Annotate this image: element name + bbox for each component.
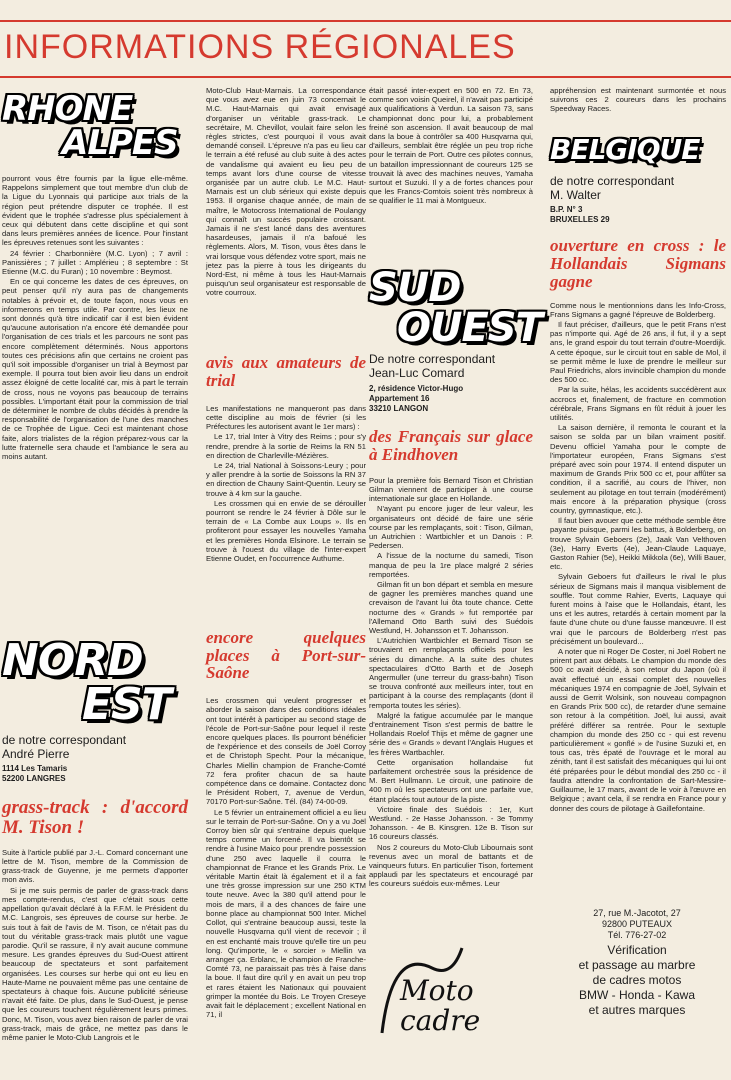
eindhoven-paragraph: A l'issue de la nocturne du samedi, Tison manqua de peu la 1re place malgré 2 séries remportées. [369,551,533,579]
ouest-logo-line: OUEST [397,305,542,351]
column-1 [2,86,188,1078]
trial-headline: avis aux amateurs de trial [206,353,366,390]
page-title: INFORMATIONS RÉGIONALES [4,28,516,66]
sud-logo-line: SUD [369,265,461,311]
belgique-logo: BELGIQUE [550,133,700,166]
sud-ouest-address-3: 33210 LANGON [369,404,429,413]
eindhoven-paragraph: Malgré la fatigue accumulée par le manque d'entrainement Tison s'est permis de battre le Hollandais Roelof Thijs et même de gagner une série des « Grands » devant l'Anglais Hugues et les frères Wartbachler. [369,710,533,757]
sigmans-headline: ouverture en cross : le Hollandais Sigmans gagne [550,236,726,291]
ad-line-5: et autres marques [588,1003,686,1017]
belgique-address-1: B.P. N° 3 [550,205,583,214]
eindhoven-paragraph: N'ayant pu encore juger de leur valeur, les organisateurs ont décidé de faire une série course par les remplaçants, soit : Tison, Gilman, un Autrichien : Wartbichler et un Danois : P. Pedersen. [369,504,533,551]
ad-address-2: 92800 PUTEAUX [601,919,673,929]
rhone-alpes-logo [2,89,188,163]
eindhoven-paragraph: Nos 2 coureurs du Moto-Club Libournais sont revenus avec un moral de battants et de vainqueurs futurs. En particulier Tison, fortement applaudi par les spectateurs et encouragé par les coureurs suédois eux-mêmes. Leur [369,842,533,889]
alpes-logo-line: ALPES [62,123,178,163]
sigmans-paragraph: Par la suite, hélas, les accidents succédèrent aux accrocs et, finalement, de fracture en commotion cérébrale, Frans Sigmans en fût réduit à jouer les utilités. [550,385,726,422]
trial-paragraph: Le 24, trial National à Soissons-Leury ; pour y aller prendre à la sortie de Soissons la RN 37 en direction de Chauny Saint-Quentin. Leury se trouve à 4 km sur la gauche. [206,460,366,498]
ad-line-2: et passage au marbre [578,958,696,972]
nord-logo-line: NORD [2,635,143,686]
moto-cadre-advertisement [548,908,726,1074]
sud-ouest-logo [369,265,542,351]
belgique-address-2: BRUXELLES 29 [550,215,610,224]
eindhoven-paragraph: Pour la première fois Bernard Tison et Christian Gilman viennent de participer à une course internationale sur glace en Hollande. [369,475,533,504]
nord-est-logo [2,635,188,730]
eindhoven-paragraph: L'Autrichien Wartbichler et Bernard Tison se trouvaient en remplaçants officiels pour les séries du dimanche. A la suite des chutes spectaculaires d'Otto Barth et de Joseph Angermuller (une terreur du grass-bahn) Tison se trouva confronté aux meilleurs inter, tout en participant à la course des remplaçants (dont il remporta toutes les séries). [369,636,533,710]
eindhoven-paragraph: Gilman fit un bon départ et sembla en mesure de gagner les premières manches quand une crevaison de l'avant lui ôta toute chance. Cette nocturne des « Grands » fut remportée par l'Allemand Otto Barth suivi des Suédois Westlund, H. Johansson et T. Johansson. [369,579,533,635]
ad-address-1: 27, rue M.-Jacotot, 27 [593,908,681,918]
eindhoven-article [369,476,533,891]
grass-track-headline: grass-track : d'accord M. Tison ! [2,797,188,838]
sud-ouest-address-1: 2, résidence Victor-Hugo [369,384,464,393]
belgique-correspondant-intro: de notre correspondant [550,174,675,188]
sigmans-paragraph: Il faut préciser, d'ailleurs, que le petit Frans n'est pas n'importe qui. Agé de 26 ans, il fut, il y a sept ans, le grand espoir du tout terrain d'outre-Moerdijk. A cette époque, sur le circuit tout en sable de Mol, il se permit même le luxe de prendre le meilleur sur Paul Friedrichs, alors invincible champion du monde des 500 cc. [550,319,726,385]
ad-line-4: BMW - Honda - Kawa [578,988,696,1002]
eindhoven-paragraph: Victoire finale des Suédois : 1er, Kurt Westlund. - 2e Hasse Johansson. - 3e Tommy Johansson. - 4e B. Kinsgren. 12e B. Tison sur 16 coureurs classés. [369,804,533,842]
port-sur-saone-paragraph: Les crossmen qui veulent progresser et aborder la saison dans des conditions idéales ont tout intérêt à participer au second stage de l'école de Port-sur-Saône pour lequel il reste encore quelques places. Ils pourront bénéficier de l'expérience et des conseils de Joël Corroy et de Christoph Specht. Pour la mécanique, Charles Miellin champion de Franche-Comté 72 fera profiter chacun de sa haute compétence dans ce domaine. Contactez donc le Président Robert, 7, avenue de Verdun, 70170 Port-sur-Saône. Tél. (84) 74-00-09. [206,696,366,807]
rhone-paragraph: 24 février : Charbonnière (M.C. Lyon) ; 7 avril : Panissières ; 7 juillet : Amplérieu ; 8 septembre : St Etienne (M.C. du Furan) ; 10 novembre : Beymost. [2,248,188,277]
grass-track-article [2,848,188,1078]
speedway-paragraph: appréhension est maintenant surmontée et nous suivrons ces 2 coureurs dans les prochains Speedway Races. [550,86,726,114]
sud-ouest-correspondant-intro: De notre correspondant [369,352,496,366]
moto-cadre-logo-text: Moto cadre [400,974,481,1037]
trial-paragraph: Les manifestations ne manqueront pas dans cette discipline au mois de février (si les Préfectures les autorisent avant le 1er mars) : [206,403,366,432]
belgique-correspondant-name: M. Walter [550,188,601,202]
column-2 [206,86,366,1020]
eindhoven-paragraph: Cette organisation hollandaise fut parfaitement orchestrée sous la présidence de M. Bert Hullmann. Le circuit, une patinoire de 400 m où les spectateurs ont une parfaite vue, étant placés tout autour de la piste. [369,757,533,804]
ad-line-1: Vérification [607,943,667,957]
header-bottom-rule [0,76,731,78]
header-top-rule [0,20,731,22]
nord-est-address-1: 1114 Les Tamaris [2,764,68,773]
rhone-paragraph: pourront vous être fournis par la ligue elle-même. Rappelons simplement que tout membre d'un club de la Ligue du Lyonnais qui participe aux trials de la région peut prétendre disputer ce trophée. Il est évident que le trophée s'adresse plus spécialement à ceux qui débutent dans cette discipline et qui sont dans leurs premières années de licence. Pour l'instant les épreuves retenues sont les suivantes : [2,174,188,248]
rhone-logo-line: RHONE [2,89,133,129]
page-header [0,0,731,78]
sigmans-paragraph: A noter que ni Roger De Coster, ni Joël Robert ne prirent part aux débats. Le champion du monde des 500 cc avait décidé, à son retour du Japon (où il avait effectué un essai complet des nouvelles mécaniques 1974 en compagnie de Joël, Sylvain et aussi de Gerrit Wolsink, son nouveau compagnon en Grands Prix 500 cc), de retarder d'une semaine son retour à la compétition. Joël, lui aussi, avait préféré différer sa rentrée. Pour le sextuple champion du monde des 250 cc - qui est revenu particulièrement « gonflé » de l'usine Suzuki et, en tous cas, très épaté de l'ouvrage et le moral au zénith, tant il est satisfait des mécaniques qui lui ont été préparées pour le début mondial des 250 cc - il faudra attendre la confrontation de Sart-Messire-Guillaume, le 17 mars, avant de le voir à l'œuvre en Belgique ; avant cela, il se rendra en France pour y donner des cours de pilotage à Gaillefontaine. [550,647,726,813]
port-sur-saone-paragraph: Le 5 février un entrainement officiel a eu lieu sur le terrain de Port-sur-Saône. On y a vu Joël Corroy bien sûr qui s'entraine depuis quelque temps comme un forcené. Il va bientôt se rendre à l'usine Maico pour prendre possession d'une 250 avec laquelle il courra le championnat de France et les Grands Prix. Le véritable Martin était là également et il a fait une très grosse impression sur une 250 KTM toute neuve. Avec la 380 qu'il attend pour le mois de mars, il a des chances de faire une bonne place au championnat 500 Inter. Michel Collot, qui s'entraine beaucoup aussi, teste la nouvelle Husqvarna qu'il vient de recevoir ; il en est enchanté mais trouve qu'elle tire un peu long. Qu'importe, le « sorcier » Miellin va arranger ça. Erblanc, le champion de Franche-Comté 73, ne paraissait pas très à l'aise dans la boue. Il faut dire qu'il y en avait un peu trop et rares étaient les Nationaux qui pouvaient grimper la montée du Bois. Le Troyen Creseye avait fait le déplacement ; excellent National en 71, il [206,807,366,1020]
sigmans-paragraph: Comme nous le mentionnions dans les Info-Cross, Frans Sigmans a gagné l'épreuve de Bolderberg. [550,300,726,319]
speedway-continued-article [550,86,726,114]
grass-track-paragraph: Si je me suis permis de parler de grass-track dans mes compte-rendus, c'est que c'était sous cette appellation qu'avait déclaré à la F.F.M. le Président du M.C. Langrois, ses épreuves de course sur herbe. Je suis tout à fait de l'avis de M. Tison, ce n'était pas du tout du véritable grass-track mais plutôt une vague parodie. Qu'il se rassure, il n'y avait aucune commune mesure. Les grandes épreuves du Sud-Ouest attirent beaucoup de spectateurs et sont parfaitement organisées. Les courses sur herbe qui ont eu lieu en Haute-Marne ne pouvaient même pas une centaine de spectateurs à chaque fois. Aucune publicité sérieuse n'avait été faite. De plus, dans le Sud-Ouest, je pense que les coureurs touchent régulièrement leurs primes. Donc, M. Tison, vous avez bien raison de parler de vrai grass-track, mais de grâce, ne mettez pas dans le même panier le Moto-Club Langrois et le [2,885,188,1042]
eindhoven-headline: des Français sur glace à Eindhoven [369,427,533,464]
haut-marnais-continued-article [206,86,366,334]
sigmans-article [550,300,726,813]
port-sur-saone-headline: encore quelques places à Port-sur-Saône [206,627,366,683]
est-logo-line: EST [82,679,171,730]
grass-track-paragraph: Suite à l'article publié par J.-L. Comard concernant une lettre de M. Tison, membre de la Commission de grass-track de Guyenne, je me permets d'apporter mon avis. [2,847,188,885]
trial-paragraph: Le 17, trial Inter à Vitry des Reims ; pour s'y rendre, prendre à la sortie de Reims la RN 51 en direction de Charleville-Mézières. [206,432,366,460]
sigmans-paragraph: Il faut bien avouer que cette méthode semble être payante puisque, parmi les battus, à Bolderberg, on trouve Sylvain Geboers (2e), Jaak Van Velthoven (3e), Harry Everts (4e), Jean-Claude Laquaye, Gaston Rahier (5e), Heikki Mikkola (6e), Willi Bauer, etc. [550,516,726,572]
rhone-paragraph: En ce qui concerne les dates de ces épreuves, on peut penser qu'il n'y aura pas de changements notables à prévoir et, de toute façon, nous vous en informerons en temps utile. Par contre, les lieux ne sont donnés qu'à titre indicatif car il est bien évident qu'aucune autorisation n'a encore été demandée pour l'organisation de ces trials et les parcours ne sont pas encore complètement déterminés. Nous apportons toutes ces précisions afin que certains ne croient pas qu'il soit impossible d'organiser un trial à Beymost par exemple. Il pourra tout bien avoir lieu dans un endroit assez éloigné de cette localité car, mis à part le terrain de cross, nous ne voyons pas beaucoup de terrains possibles. L'important était pour la commission de trial de déterminer le nombre de clubs décidés à prendre la responsabilité de l'organisation de l'une des manches de ce Trophée de Ligue. Ceci est maintenant chose faite, alors trialistes de la région préparez-vous car la lutte fraternelle sera chaude et l'ambiance le sera au moins autant. [2,277,188,462]
sud-ouest-address-2: Appartement 16 [369,394,430,403]
haut-marnais-paragraph: Moto-Club Haut-Marnais. La correspondance que vous avez eue en juin 73 concernait le M.C. Haut-Marnais qui avait envisagé d'organiser un véritable grass-track. Le secrétaire, M. Chevillot, voulait faire selon les règles strictes, c'est pourquoi il vous avait demandé conseil. L'épreuve n'a pas eu lieu car le terrain a été refusé au club suite à des actes de vandalisme qui avaient eu lieu peu de temps avant lors d'une course de vitesse organisée par un autre club. Le M.C. Haut-Marnais est un club sérieux qui existe depuis 1953. Il organise chaque année, de main de maître, le Motocross International de Poulangy qui connaît un succès populaire croissant. Jamais il ne s'est lancé dans des aventures hasardeuses, jamais il n'a bafoué les règlements. Alors, M. Tison, vous êtes dans le vrai lorsque vous défendez votre sport, mais ne jetez pas la pierre à tous les dirigeants du Nord-Est, ni même à tous les Haut-Marnais puisqu'un seul organisateur est responsable de votre courroux. [206,86,366,298]
column-4 [550,86,726,813]
franche-comte-paragraph: était passé inter-expert en 500 en 72. En 73, comme son voisin Queirel, il n'avait pas participé aux qualifications à Verdun. La saison 73, sans championnat donc pour lui, a probablement freiné son ascension. Il avait beaucoup de mal dans la boue à contrôler sa 400 Husqvarna qui, d'ailleurs, semblait être réglée un peu trop riche pour le terrain de Port. Outre ces pilotes connus, un bataillon impressionnant de coureurs 125 se trouvait là avec des machines neuves, Yamaha surtout et Suzuki. Il y a de fortes chances pour que les Francs-Comtois soient très nombreux à se qualifier le 11 mai à Montgueux. [369,86,533,206]
ad-phone: Tél. 776-27-02 [607,930,667,940]
ad-line-3: de cadres motos [592,973,682,987]
moto-cadre-logo [372,938,538,1058]
franche-comte-continued-article [369,86,533,256]
trial-paragraph: Les crossmen qui en envie de se dérouiller pourront se rendre le 24 février à Dôle sur le terrain de « La Combe aux Loups ». Ils en profiteront pour essayer les nouvelles Yamaha et les premières Honda Elsinore. Le terrain se trouve à l'ouest du village de l'inter-expert Etienne Oudet, en l'occurrence Authume. [206,498,366,563]
trial-article [206,404,366,609]
column-3 [369,86,542,891]
nord-est-correspondant-name: André Pierre [2,747,70,761]
sud-ouest-correspondant-name: Jean-Luc Comard [369,366,465,380]
port-sur-saone-article [206,696,366,1020]
rhone-alpes-article [2,174,188,629]
sigmans-paragraph: Sylvain Geboers fut d'ailleurs le rival le plus sérieux de Sigmans mais il manqua visiblement de souffle. Tout comme Rahier, Everts, Laquaye qui furent moins à l'aise que le Hollandais, étant, les uns et les autres, retardés à certain moment par la faute d'une chute ou d'une fausse manœuvre. Il est vrai que le parcours de Bolderberg n'est pas précisément un boulevard... [550,572,726,646]
sigmans-paragraph: La saison dernière, il remonta le courant et la saison se solda par un bilan vraiment positif. Devenu officiel Yamaha pour le compte de l'importateur européen, Frans Sigmans s'est préparé avec soin pour 1974. Il entend disputer un maximum de Grands Prix 500 cc et, pour affûter sa condition, il a sacrifié, au cours de l'hiver, non seulement au pilotage en tout terrain (modérément) mais encore à la préparation physique (cross country, gymnastique, etc.). [550,423,726,515]
nord-est-address-2: 52200 LANGRES [2,774,66,783]
nord-est-correspondant-intro: de notre correspondant [2,733,127,747]
